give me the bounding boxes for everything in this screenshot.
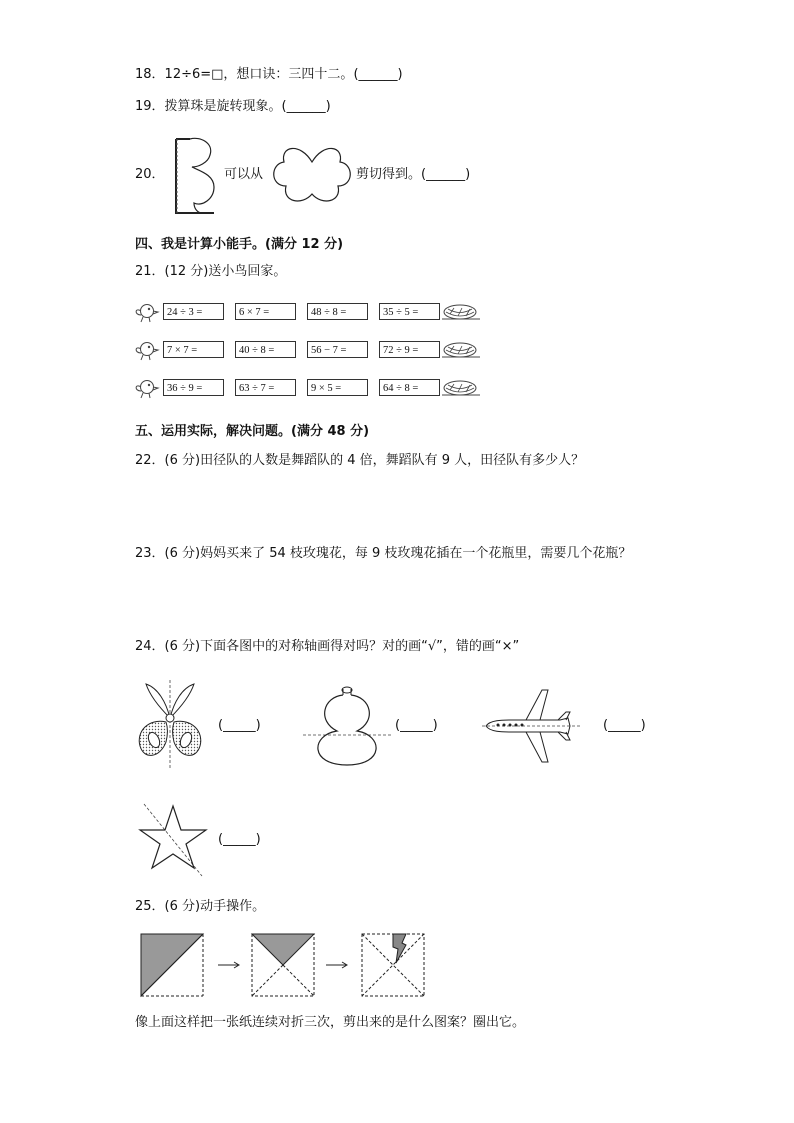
question-25-text: 25．(6 分)动手操作。: [135, 899, 266, 914]
calc-box-r3-c2[interactable]: 63 ÷ 7 =: [235, 379, 296, 396]
question-23-text: 23．(6 分)妈妈买来了 54 枝玫瑰花，每 9 枝玫瑰花插在一个花瓶里，需要几个花瓶？: [135, 546, 632, 561]
nest-icon: [440, 300, 484, 322]
question-18-text: 18．12÷6=□，想口诀：三四十二。: [135, 67, 354, 82]
question-20-number: 20．: [135, 167, 165, 182]
calc-box-r3-c1[interactable]: 36 ÷ 9 =: [163, 379, 224, 396]
folded-paper-figure: [172, 137, 222, 217]
question-19: [135, 98, 331, 116]
calc-box-r2-c3[interactable]: 56 − 7 =: [307, 341, 368, 358]
question-18: [135, 66, 403, 84]
bird-icon: [133, 339, 159, 361]
section-4-title: 四、我是计算小能手。(满分 12 分): [135, 237, 344, 252]
nest-icon: [440, 338, 484, 360]
calc-box-r1-c2[interactable]: 6 × 7 =: [235, 303, 296, 320]
answer-blank[interactable]: (_____): [395, 718, 438, 733]
gourd-figure: [303, 685, 393, 775]
calc-box-r3-c3[interactable]: 9 × 5 =: [307, 379, 368, 396]
calc-box-r2-c4[interactable]: 72 ÷ 9 =: [379, 341, 440, 358]
question-24-text: 24．(6 分)下面各图中的对称轴画得对吗？对的画“√”，错的画“×”: [135, 639, 520, 654]
answer-blank[interactable]: (_____): [218, 832, 261, 847]
question-20-mid: 可以从: [224, 167, 264, 182]
question-20-tail: [356, 166, 470, 184]
calc-box-r1-c4[interactable]: 35 ÷ 5 =: [379, 303, 440, 320]
answer-blank[interactable]: (_____): [603, 718, 646, 733]
calc-box-r2-c2[interactable]: 40 ÷ 8 =: [235, 341, 296, 358]
section-5-title: 五、运用实际，解决问题。(满分 48 分): [135, 424, 370, 439]
folding-diagram: [140, 933, 440, 997]
calc-box-r3-c4[interactable]: 64 ÷ 8 =: [379, 379, 440, 396]
calc-box-r1-c3[interactable]: 48 ÷ 8 =: [307, 303, 368, 320]
scissors-figure: [136, 680, 206, 770]
nest-icon: [440, 376, 484, 398]
trefoil-shape-figure: [272, 140, 352, 208]
calc-box-r2-c1[interactable]: 7 × 7 =: [163, 341, 224, 358]
calc-box-r1-c1[interactable]: 24 ÷ 3 =: [163, 303, 224, 320]
question-21-text: 21．(12 分)送小鸟回家。: [135, 264, 287, 279]
question-20-tail-text: 剪切得到。: [356, 167, 422, 182]
answer-blank[interactable]: (______): [421, 167, 471, 182]
question-25-description: 像上面这样把一张纸连续对折三次，剪出来的是什么图案？圈出它。: [135, 1015, 526, 1030]
bird-icon: [133, 301, 159, 323]
answer-blank[interactable]: (______): [281, 99, 331, 114]
question-19-text: 19．拨算珠是旋转现象。: [135, 99, 282, 114]
star-figure: [138, 802, 218, 878]
question-22-text: 22．(6 分)田径队的人数是舞蹈队的 4 倍，舞蹈队有 9 人，田径队有多少人？: [135, 453, 585, 468]
airplane-figure: [482, 688, 582, 764]
answer-blank[interactable]: (_____): [218, 718, 261, 733]
answer-blank[interactable]: (______): [353, 67, 403, 82]
bird-icon: [133, 377, 159, 399]
